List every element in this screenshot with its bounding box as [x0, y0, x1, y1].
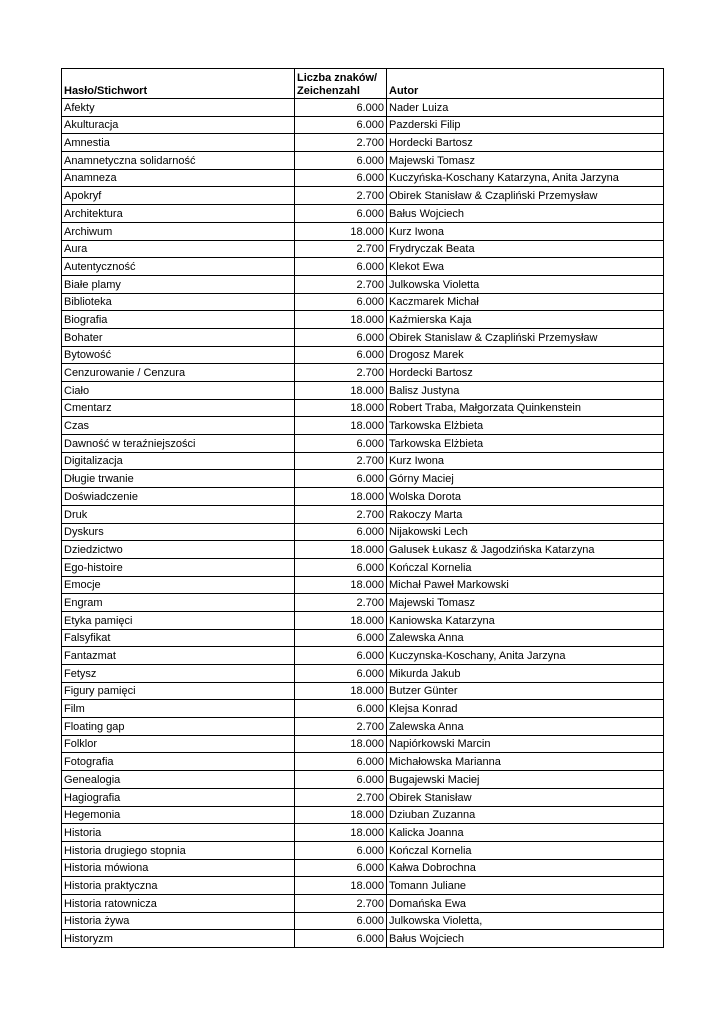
table-row: [62, 134, 664, 152]
cell-count: 18.000: [295, 222, 387, 240]
cell-entry: Engram: [62, 594, 295, 612]
table-row: [62, 647, 664, 665]
cell-author: Hordecki Bartosz: [387, 134, 664, 152]
cell-entry: Fotografia: [62, 753, 295, 771]
table-row: [62, 311, 664, 329]
cell-author: Domańska Ewa: [387, 894, 664, 912]
cell-entry: Hagiografia: [62, 788, 295, 806]
cell-author: Obirek Stanisław & Czapliński Przemysław: [387, 187, 664, 205]
table-row: [62, 859, 664, 877]
cell-author: Kałwa Dobrochna: [387, 859, 664, 877]
table-header-row: [62, 69, 664, 99]
table-row: [62, 718, 664, 736]
cell-entry: Czas: [62, 417, 295, 435]
cell-author: Tomann Juliane: [387, 877, 664, 895]
cell-entry: Figury pamięci: [62, 682, 295, 700]
cell-entry: Cenzurowanie / Cenzura: [62, 364, 295, 382]
cell-entry: Historia ratownicza: [62, 894, 295, 912]
table-row: [62, 435, 664, 453]
table-row: [62, 841, 664, 859]
cell-author: Kuczyńska-Koschany Katarzyna, Anita Jarzyna: [387, 169, 664, 187]
cell-count: 6.000: [295, 629, 387, 647]
cell-count: 6.000: [295, 558, 387, 576]
cell-author: Galusek Łukasz & Jagodzińska Katarzyna: [387, 541, 664, 559]
cell-author: Zalewska Anna: [387, 718, 664, 736]
cell-author: Michał Paweł Markowski: [387, 576, 664, 594]
cell-count: 18.000: [295, 877, 387, 895]
cell-count: 6.000: [295, 523, 387, 541]
cell-author: Kaczmarek Michał: [387, 293, 664, 311]
cell-count: 2.700: [295, 275, 387, 293]
cell-entry: Hegemonia: [62, 806, 295, 824]
cell-count: 18.000: [295, 541, 387, 559]
cell-author: Obirek Stanisław: [387, 788, 664, 806]
cell-count: 18.000: [295, 417, 387, 435]
table-row: [62, 682, 664, 700]
cell-count: 6.000: [295, 169, 387, 187]
cell-count: 18.000: [295, 824, 387, 842]
cell-count: 6.000: [295, 99, 387, 117]
table-row: [62, 894, 664, 912]
table-row: [62, 576, 664, 594]
cell-author: Tarkowska Elżbieta: [387, 435, 664, 453]
table-row: [62, 753, 664, 771]
cell-author: Nader Luiza: [387, 99, 664, 117]
table-row: [62, 771, 664, 789]
cell-author: Górny Maciej: [387, 470, 664, 488]
cell-author: Wolska Dorota: [387, 488, 664, 506]
cell-author: Frydryczak Beata: [387, 240, 664, 258]
cell-author: Michałowska Marianna: [387, 753, 664, 771]
cell-entry: Historia: [62, 824, 295, 842]
table-row: [62, 665, 664, 683]
cell-author: Kaźmierska Kaja: [387, 311, 664, 329]
cell-author: Kurz Iwona: [387, 452, 664, 470]
cell-entry: Dyskurs: [62, 523, 295, 541]
cell-count: 2.700: [295, 240, 387, 258]
cell-author: Dziuban Zuzanna: [387, 806, 664, 824]
cell-author: Bałus Wojciech: [387, 930, 664, 948]
cell-entry: Ciało: [62, 382, 295, 400]
cell-entry: Amnestia: [62, 134, 295, 152]
table-row: [62, 258, 664, 276]
table-row: [62, 417, 664, 435]
cell-entry: Dziedzictwo: [62, 541, 295, 559]
cell-author: Bugajewski Maciej: [387, 771, 664, 789]
cell-count: 6.000: [295, 346, 387, 364]
table-row: [62, 594, 664, 612]
cell-count: 2.700: [295, 788, 387, 806]
cell-entry: Historyzm: [62, 930, 295, 948]
table-row: [62, 382, 664, 400]
cell-author: Hordecki Bartosz: [387, 364, 664, 382]
cell-count: 6.000: [295, 665, 387, 683]
table-row: [62, 735, 664, 753]
cell-author: Kończal Kornelia: [387, 558, 664, 576]
cell-count: 6.000: [295, 116, 387, 134]
header-count: [295, 69, 387, 99]
table-row: [62, 293, 664, 311]
cell-author: Pazderski Filip: [387, 116, 664, 134]
cell-author: Zalewska Anna: [387, 629, 664, 647]
cell-count: 6.000: [295, 328, 387, 346]
cell-entry: Biografia: [62, 311, 295, 329]
table-row: [62, 611, 664, 629]
cell-count: 6.000: [295, 647, 387, 665]
cell-count: 18.000: [295, 488, 387, 506]
cell-entry: Anamnetyczna solidarność: [62, 152, 295, 170]
cell-count: 18.000: [295, 399, 387, 417]
cell-entry: Digitalizacja: [62, 452, 295, 470]
cell-count: 6.000: [295, 771, 387, 789]
cell-count: 6.000: [295, 859, 387, 877]
cell-author: Majewski Tomasz: [387, 594, 664, 612]
cell-count: 6.000: [295, 258, 387, 276]
table-row: [62, 116, 664, 134]
cell-author: Balisz Justyna: [387, 382, 664, 400]
table-row: [62, 523, 664, 541]
table-row: [62, 558, 664, 576]
table-row: [62, 240, 664, 258]
table-row: [62, 824, 664, 842]
cell-entry: Film: [62, 700, 295, 718]
table-row: [62, 328, 664, 346]
cell-count: 2.700: [295, 452, 387, 470]
cell-entry: Autentyczność: [62, 258, 295, 276]
cell-count: 6.000: [295, 152, 387, 170]
cell-author: Drogosz Marek: [387, 346, 664, 364]
table-row: [62, 187, 664, 205]
cell-entry: Druk: [62, 505, 295, 523]
cell-author: Julkowska Violetta: [387, 275, 664, 293]
table-row: [62, 346, 664, 364]
cell-author: Rakoczy Marta: [387, 505, 664, 523]
cell-author: Klejsa Konrad: [387, 700, 664, 718]
cell-count: 6.000: [295, 700, 387, 718]
table-row: [62, 806, 664, 824]
cell-entry: Bytowość: [62, 346, 295, 364]
cell-author: Nijakowski Lech: [387, 523, 664, 541]
table-row: [62, 488, 664, 506]
table-row: [62, 169, 664, 187]
cell-entry: Fetysz: [62, 665, 295, 683]
cell-count: 18.000: [295, 806, 387, 824]
header-author: Autor: [387, 69, 664, 99]
cell-entry: Bohater: [62, 328, 295, 346]
cell-entry: Folklor: [62, 735, 295, 753]
cell-author: Kurz Iwona: [387, 222, 664, 240]
table-row: [62, 452, 664, 470]
cell-author: Kaniowska Katarzyna: [387, 611, 664, 629]
cell-entry: Doświadczenie: [62, 488, 295, 506]
cell-entry: Emocje: [62, 576, 295, 594]
cell-count: 2.700: [295, 718, 387, 736]
cell-count: 6.000: [295, 435, 387, 453]
table-row: [62, 152, 664, 170]
table-row: [62, 877, 664, 895]
cell-entry: Archiwum: [62, 222, 295, 240]
table-row: [62, 399, 664, 417]
header-entry: Hasło/Stichwort: [62, 69, 295, 99]
cell-entry: Ego-histoire: [62, 558, 295, 576]
entries-table-body: [62, 69, 664, 948]
cell-author: Obirek Stanislaw & Czapliński Przemysław: [387, 328, 664, 346]
entries-table: [61, 68, 664, 948]
cell-author: Kończal Kornelia: [387, 841, 664, 859]
cell-count: 6.000: [295, 930, 387, 948]
cell-author: Mikurda Jakub: [387, 665, 664, 683]
cell-count: 18.000: [295, 682, 387, 700]
cell-count: 6.000: [295, 753, 387, 771]
cell-entry: Etyka pamięci: [62, 611, 295, 629]
cell-author: Tarkowska Elżbieta: [387, 417, 664, 435]
header-count-line2: Zeichenzahl: [297, 85, 360, 97]
cell-entry: Dawność w teraźniejszości: [62, 435, 295, 453]
cell-author: Bałus Wojciech: [387, 205, 664, 223]
cell-entry: Białe plamy: [62, 275, 295, 293]
cell-entry: Aura: [62, 240, 295, 258]
table-row: [62, 275, 664, 293]
cell-author: Julkowska Violetta,: [387, 912, 664, 930]
cell-author: Butzer Günter: [387, 682, 664, 700]
cell-entry: Architektura: [62, 205, 295, 223]
cell-entry: Fantazmat: [62, 647, 295, 665]
table-row: [62, 205, 664, 223]
cell-count: 6.000: [295, 912, 387, 930]
cell-count: 2.700: [295, 187, 387, 205]
cell-count: 18.000: [295, 611, 387, 629]
table-row: [62, 470, 664, 488]
cell-entry: Historia mówiona: [62, 859, 295, 877]
cell-count: 2.700: [295, 594, 387, 612]
cell-entry: Długie trwanie: [62, 470, 295, 488]
cell-entry: Falsyfikat: [62, 629, 295, 647]
cell-entry: Historia żywa: [62, 912, 295, 930]
cell-entry: Cmentarz: [62, 399, 295, 417]
table-row: [62, 629, 664, 647]
table-row: [62, 700, 664, 718]
table-row: [62, 930, 664, 948]
cell-entry: Afekty: [62, 99, 295, 117]
cell-entry: Akulturacja: [62, 116, 295, 134]
cell-count: 2.700: [295, 894, 387, 912]
table-row: [62, 541, 664, 559]
table-row: [62, 912, 664, 930]
cell-author: Kuczynska-Koschany, Anita Jarzyna: [387, 647, 664, 665]
cell-entry: Historia drugiego stopnia: [62, 841, 295, 859]
table-row: [62, 505, 664, 523]
cell-author: Majewski Tomasz: [387, 152, 664, 170]
table-row: [62, 788, 664, 806]
cell-count: 6.000: [295, 841, 387, 859]
cell-count: 6.000: [295, 293, 387, 311]
cell-count: 2.700: [295, 134, 387, 152]
cell-count: 18.000: [295, 735, 387, 753]
table-row: [62, 222, 664, 240]
cell-entry: Genealogia: [62, 771, 295, 789]
cell-count: 2.700: [295, 505, 387, 523]
cell-author: Kalicka Joanna: [387, 824, 664, 842]
cell-count: 6.000: [295, 205, 387, 223]
cell-count: 18.000: [295, 311, 387, 329]
cell-count: 18.000: [295, 382, 387, 400]
cell-entry: Apokryf: [62, 187, 295, 205]
cell-author: Robert Traba, Małgorzata Quinkenstein: [387, 399, 664, 417]
cell-count: 18.000: [295, 576, 387, 594]
cell-entry: Historia praktyczna: [62, 877, 295, 895]
cell-count: 2.700: [295, 364, 387, 382]
cell-count: 6.000: [295, 470, 387, 488]
table-row: [62, 364, 664, 382]
cell-author: Napiórkowski Marcin: [387, 735, 664, 753]
cell-author: Klekot Ewa: [387, 258, 664, 276]
table-row: [62, 99, 664, 117]
cell-entry: Anamneza: [62, 169, 295, 187]
cell-entry: Biblioteka: [62, 293, 295, 311]
header-count-line1: Liczba znaków/: [297, 72, 378, 84]
cell-entry: Floating gap: [62, 718, 295, 736]
